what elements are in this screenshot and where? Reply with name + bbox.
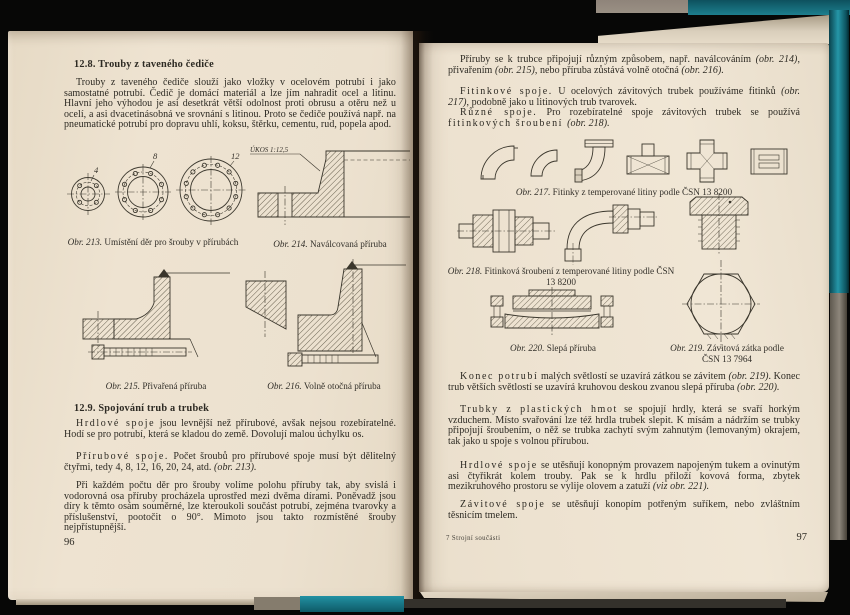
printer-signature: 7 Strojní součásti [446, 535, 501, 542]
paragraph: Přírubové spoje. Počet šroubů pro přírubové spoje musí být dělitelný čtyřmi, tedy 4, 8, 12, 16, 20, 24, atd. (obr. 213). [64, 451, 396, 473]
paragraph: Příruby se k trubce připojují různým způsobem, např. naválcováním (obr. 214), přivařením (obr. 215), nebo příruba zůstává volně otočná (obr. 216). [448, 54, 800, 76]
fig215-caption: Obr. 215. Přivařená příruba [105, 381, 207, 391]
book-cover-edge-bottom-teal [300, 596, 404, 612]
fig216-drawing-loose-flange [238, 259, 410, 367]
fig220-caption: Obr. 220. Slepá příruba [509, 343, 596, 353]
book-cover-edge-bottom-gray [254, 597, 301, 610]
svg-text:ÚKOS 1:12,5: ÚKOS 1:12,5 [250, 146, 289, 154]
paragraph: Konec potrubí malých světlostí se uzavírá zátkou se závitem (obr. 219). Konec trub větších světlostí se uzavírá kruhovou deskou zvanou slepá příruba (obr. 220). [448, 371, 800, 393]
fig219-drawing-plug-hexagon [681, 257, 761, 351]
paragraph: Trouby z taveného čediče slouží jako vložky v ocelovém potrubí i jako samostatné potrubí. Čedič je domácí materiál a lze jím nahradit ocel a litinu. Hlavní jeho výhodou je asi desetkrát větší odolnost proti obrusu a otěru než u ocelí, a asi dvacetinásobná ve srovnání s litinou. Proto se čediče používá např. na pneumatické potrubí pro dopravu uhlí, koksu, štěrku, cementu, rud, popela apod. [64, 77, 396, 130]
section-heading-12-9: 12.9. Spojování trub a trubek [74, 403, 210, 414]
paragraph: Hrdlové spoje se utěsňují konopným provazem napojeným tukem a ovinutým asi čtyřikrát kolem trouby. Pak se k hrdlu přiloží kovová forma, zbytek mezikruhového prostoru se vylije olovem a zatuží (viz obr. 221). [448, 460, 800, 492]
fig218-caption: Obr. 218. Fitinková šroubení z temperované litiny podle ČSN 13 8200 [447, 266, 675, 287]
paragraph: Trubky z plastických hmot se spojují hrdly, která se svaří horkým vzduchem. Místo svařování lze též hrdla trubek slepit. K mísám a nádržím se trubky připojují šroubením, o něž se trubka zachytí svým zahnutým (lemovaným) okrajem, tak jako u spoje s volnou přírubou. [448, 404, 800, 447]
fig219-caption: Obr. 219. Závitová zátka podle ČSN 13 7964 [670, 343, 784, 364]
fig215-drawing-welded-flange [78, 265, 234, 367]
fig213-drawing-bolt-circles [58, 147, 250, 235]
svg-text:8: 8 [153, 151, 158, 161]
book-cover-edge-right-teal [829, 10, 849, 293]
paragraph: Různé spoje. Pro rozebíratelné spoje závitových trubek se používá fitinkových šroubení (obr. 218). [448, 107, 800, 129]
fig214-drawing-rolled-flange [248, 143, 413, 235]
book-cover-edge-bottom-dark [404, 599, 786, 608]
fig219-drawing-plug-section [683, 193, 755, 257]
paragraph: Hrdlové spoje jsou levnější než přírubové, avšak nejsou rozebíratelné. Hodí se pro potrubí, která se kladou do země. Dovolují malou úchylku os. [64, 418, 396, 440]
fig216-caption: Obr. 216. Volně otočná příruba [267, 381, 381, 391]
page-stack-edge-top [598, 15, 829, 44]
svg-text:4: 4 [94, 165, 99, 175]
section-heading-12-8: 12.8. Trouby z taveného čediče [74, 59, 214, 70]
left-page [8, 31, 413, 600]
paragraph: Závitové spoje se utěsňují konopím potřeným suříkem, nebo zvláštním těsnicím tmelem. [448, 499, 800, 521]
fig214-caption: Obr. 214. Naválcovaná příruba [273, 239, 387, 249]
fig220-drawing-blind-flange [483, 289, 623, 343]
fig217-drawing-fittings [475, 140, 799, 184]
svg-text:12: 12 [231, 151, 240, 161]
fig217-caption: Obr. 217. Fitinky z temperované litiny podle ČSN 13 8200 [515, 187, 733, 197]
page-number-left: 96 [64, 537, 75, 548]
right-page [419, 43, 829, 592]
book-gutter-shadow [401, 31, 433, 601]
paragraph: Fitinkové spoje. U ocelových závitových trubek používáme fitinků (obr. 217), podobně jako u litinových trub tvarovek. [448, 86, 800, 108]
paragraph: Při každém počtu děr pro šrouby volíme polohu příruby tak, aby svislá i vodorovná osa příruby procházela uprostřed mezi dvěma dírami. Poněvadž jsou díry k těmto osám souměrné, lze kteroukoli součást potrubí, zejména tvarovky a příslušenství, pootočit o 90°. Mimoto jsou takto rozmístěné šrouby nejpřístupnější. [64, 480, 396, 533]
fig213-caption: Obr. 213. Umístění děr pro šrouby v přírubách [67, 237, 239, 247]
book-cover-edge-right-gray [830, 293, 847, 540]
book-cover-edge-top-teal [688, 0, 850, 15]
page-number-right: 97 [796, 532, 807, 543]
fig218-drawing-unions [457, 201, 671, 267]
book-cover-edge-top-gray [596, 0, 692, 13]
